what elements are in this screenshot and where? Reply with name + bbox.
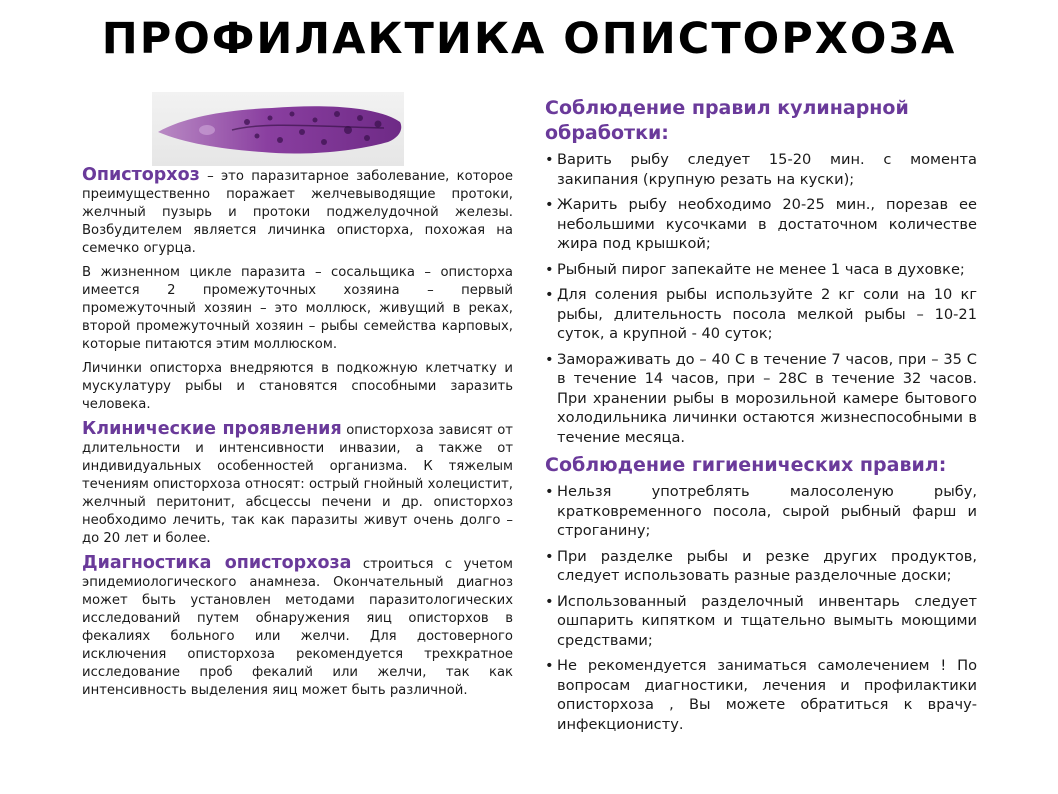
list-item: • Жарить рыбу необходимо 20-25 мин., порезав ее небольшими кусочками в достаточном количестве жира под крышкой; — [545, 195, 977, 254]
paragraph-clinical: Клинические проявления описторхоза зависят от длительности и интенсивности инвазии, а также от индивидуальных особенностей организма. К тяжелым течениям описторхоза относят: острый гнойный холецистит, желчный перитонит, абсцессы печени и др. описторхоз необходимо лечить, так как паразиты живут очень долго – до 20 лет и более. — [82, 419, 513, 546]
paragraph-disease-definition: Описторхоз – это паразитарное заболевание, которое преимущественно поражает желчевыводящие протоки, желчный пузырь и протоки поджелудочной железы. Возбудителем является личинка описторха, похожая на семечко огурца. — [82, 165, 513, 256]
list-item: • При разделке рыбы и резке других продуктов, следует использовать разные разделочные доски; — [545, 547, 977, 586]
list-item: • Для соления рыбы используйте 2 кг соли на 10 кг рыбы, длительность посола мелкой рыбы – 10-21 суток, а крупной - 40 суток; — [545, 285, 977, 344]
section-title-hygiene: Соблюдение гигиенических правил: — [545, 454, 947, 476]
lead-clinical: Клинические проявления — [82, 419, 342, 439]
lead-diagnostics: Диагностика описторхоза — [82, 553, 352, 573]
left-column — [82, 166, 513, 706]
paragraph-diagnostics: Диагностика описторхоза строиться с учетом эпидемиологического анамнеза. Окончательный диагноз может быть установлен методами паразитологических исследований путем обнаружения яиц описторхов в фекалиях больного или желчи. Для достоверного исключения описторхоза рекомендуется трехкратное исследование проб фекалий или желчи, так как интенсивность выделения яиц может быть различной. — [82, 553, 513, 698]
paragraph-life-cycle: В жизненном цикле паразита – сосальщика – описторха имеется 2 промежуточных хозяина – первый промежуточный хозяин – это моллюск, живущий в реках, второй промежуточный хозяин – рыбы семейства карповых, которые питаются этим моллюском. — [82, 265, 513, 352]
opisthorchis-fluke-illustration — [152, 92, 404, 166]
list-item: • Нельзя употреблять малосоленую рыбу, кратковременного посола, сырой рыбный фарш и строганину; — [545, 482, 977, 541]
lead-opisthorchiasis: Описторхоз — [82, 165, 200, 185]
hygiene-rules-list — [545, 482, 977, 734]
section-title-cooking: Соблюдение правил кулинарной обработки: — [545, 97, 909, 144]
list-item: • Не рекомендуется заниматься самолечением ! По вопросам диагностики, лечения и профилактики описторхоза , Вы можете обратиться к врачу-инфекционисту. — [545, 656, 977, 734]
paragraph-larvae: Личинки описторха внедряются в подкожную клетчатку и мускулатуру рыбы и становятся способными заразить человека. — [82, 361, 513, 412]
cooking-rules-list — [545, 150, 977, 447]
list-item: • Использованный разделочный инвентарь следует ошпарить кипятком и тщательно вымыть моющими средствами; — [545, 592, 977, 651]
list-item: • Замораживать до – 40 С в течение 7 часов, при – 35 С в течение 14 часов, при – 28С в течение 32 часов. При хранении рыбы в морозильной камере бытового холодильника личинки остаются жизнеспособными в течение месяца. — [545, 350, 977, 448]
list-item: • Рыбный пирог запекайте не менее 1 часа в духовке; — [545, 260, 977, 280]
right-column — [545, 96, 977, 740]
list-item: • Варить рыбу следует 15-20 мин. с момента закипания (крупную резать на куски); — [545, 150, 977, 189]
page-title: ПРОФИЛАКТИКА ОПИСТОРХОЗА — [101, 14, 957, 64]
